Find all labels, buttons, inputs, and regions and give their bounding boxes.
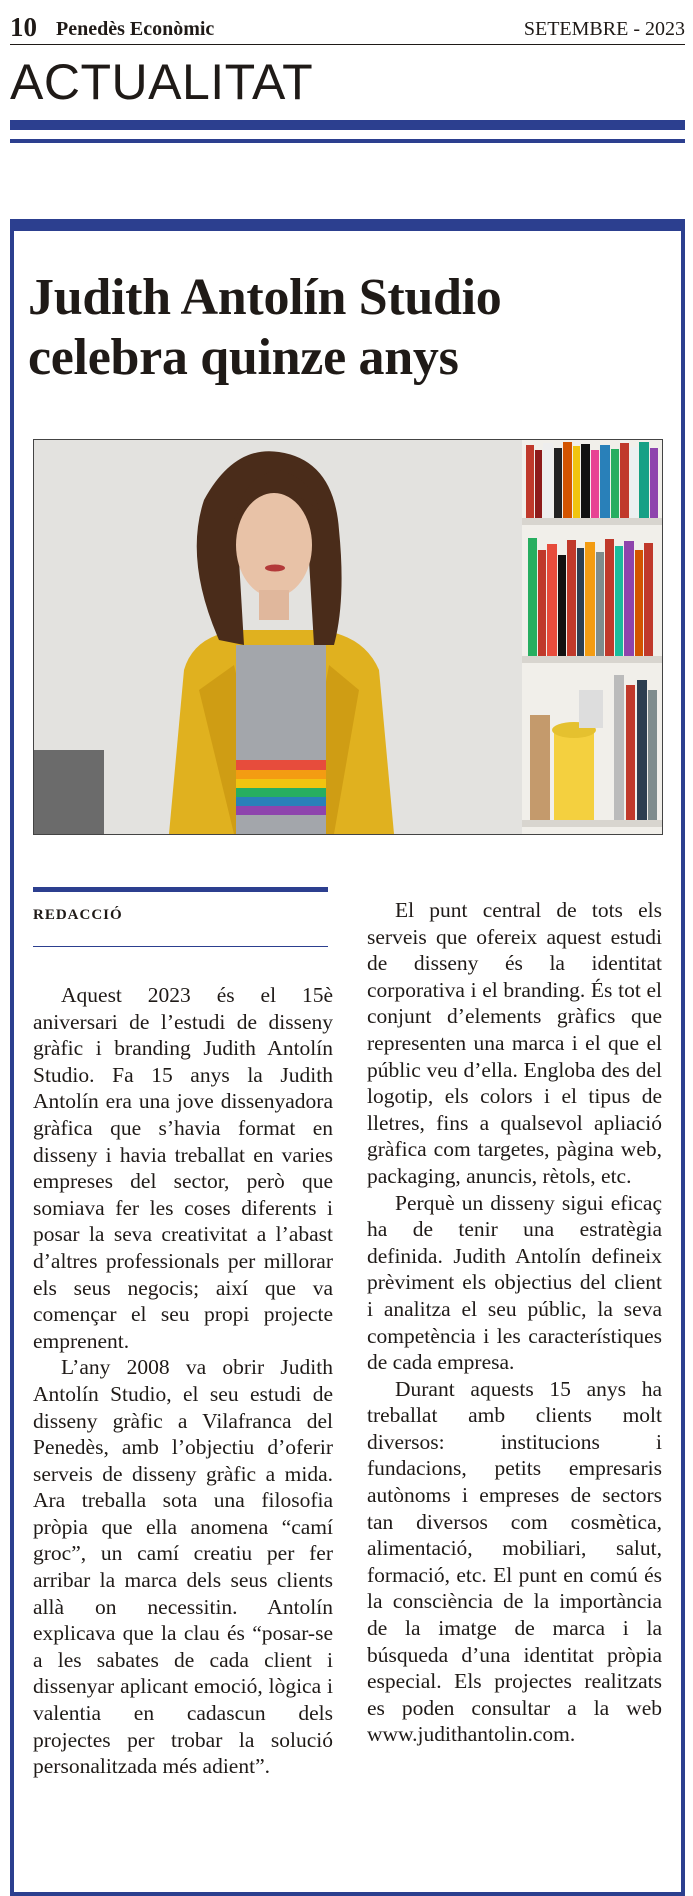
issue-date: SETEMBRE - 2023 bbox=[523, 18, 685, 40]
page-number: 10 bbox=[10, 12, 37, 42]
section-rule-thick bbox=[10, 120, 685, 130]
paragraph: El punt central de tots els serveis que ofereix aquest estudi de disseny és la identitat corporativa i el branding. És tot el conjunt d’elements gràfics que representen una marca i el que el públic veu d’ella. Engloba des del logotip, els colors i el tipus de lletres, fins a qualsevol apliació gràfica com targetes, pàgina web, packaging, anuncis, rètols, etc. bbox=[367, 898, 662, 1188]
paragraph: L’any 2008 va obrir Judith Antolín Studio, el seu estudi de disseny gràfic a Vilafranca del Penedès, amb l’objectiu d’oferir serveis de disseny gràfic a mida. Ara treballa sota una filosofia pròpia que ella anomena “camí groc”, un camí creatiu per fer arribar la marca dels seus clients allà on necessitin. Antolín explicava que la clau és “posar-se a les sabates de cada client i dissenyar aplicant emoció, lògica i valentia en cadascun dels projectes per trobar la solució personalitzada més adient”. bbox=[33, 1355, 333, 1779]
byline-rule-bottom bbox=[33, 946, 328, 947]
publication-name: Penedès Econòmic bbox=[56, 18, 215, 40]
article-photo bbox=[33, 439, 663, 835]
section-rule-thin bbox=[10, 139, 685, 143]
article-column-2 bbox=[367, 897, 662, 1748]
article-headline: Judith Antolín Studio celebra quinze anys bbox=[28, 269, 502, 386]
byline: REDACCIÓ bbox=[33, 907, 123, 923]
paragraph: Durant aquests 15 anys ha treballat amb clients molt diversos: institucions i fundacions, petits empresaris autònoms i empreses de sectors tan diversos com cosmètica, alimentació, mobiliari, salut, formació, etc. El punt en comú és la consciència de la importància de la imatge de marca i la búsqueda d’una identitat pròpia especial. Els projectes realitzats es poden consultar a la web www.judithantolin.com. bbox=[367, 1376, 662, 1747]
article-column-1 bbox=[33, 982, 333, 1780]
paragraph: Perquè un disseny sigui eficaç ha de tenir una estratègia definida. Judith Antolín defineix prèviment els objectius del client i analitza el seu públic, la seva competència i les característiques de cada empresa. bbox=[367, 1190, 662, 1375]
section-title: ACTUALITAT bbox=[10, 54, 314, 110]
page-header bbox=[10, 10, 685, 45]
byline-rule-top bbox=[33, 887, 328, 892]
paragraph: Aquest 2023 és el 15è aniversari de l’estudi de disseny gràfic i branding Judith Antolín Studio. Fa 15 anys la Judith Antolín era una jove dissenyadora gràfica que s’havia format en disseny i havia treballat en varies empreses del sector, però que somiava fer les coses diferents i posar la seva creativitat a l’abast d’altres professionals per millorar els seus negocis; així que va començar el seu propi projecte emprenent. bbox=[33, 983, 333, 1353]
